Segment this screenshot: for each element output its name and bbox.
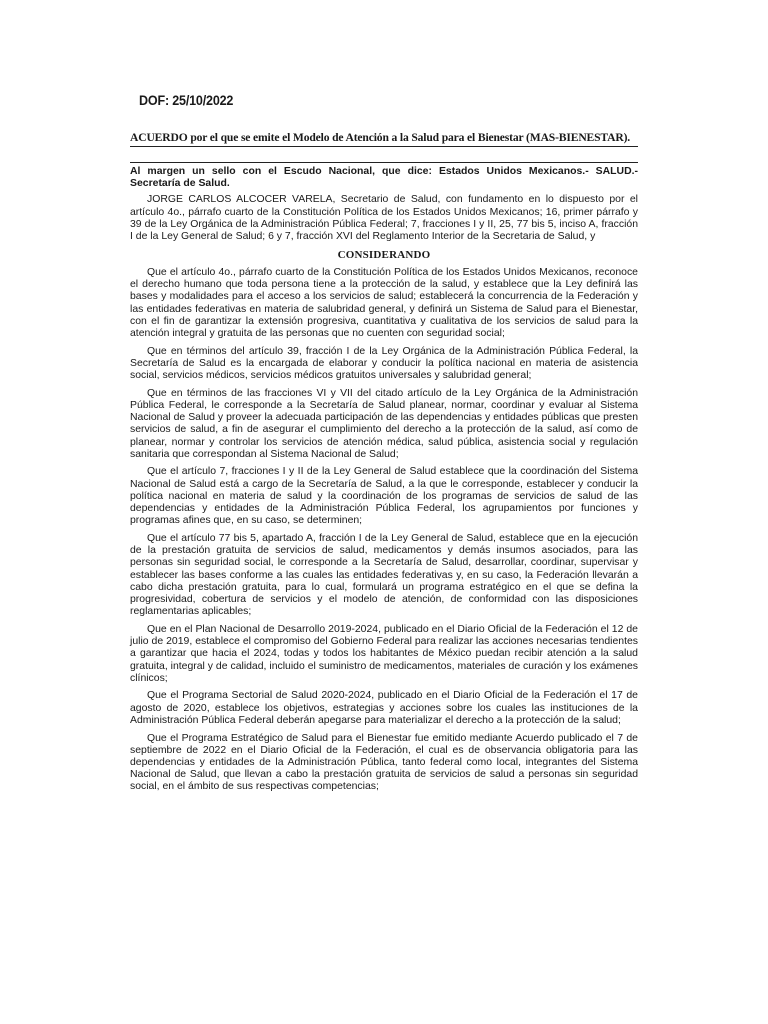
sello-paragraph: Al margen un sello con el Escudo Nacional, que dice: Estados Unidos Mexicanos.- SALUD.- Secretaría de Salud. [130, 166, 638, 190]
considerando-paragraph: Que el artículo 4o., párrafo cuarto de la Constitución Política de los Estados Unidos Mexicanos, reconoce el derecho humano que toda persona tiene a la protección de la salud, y establece que la Ley definirá las bases y modalidades para el acceso a los servicios de salud; establecerá la concurrencia de la Federación y las entidades federativas en materia de salubridad general, y definirá un Sistema de Salud para el Bienestar, con el fin de garantizar la extensión progresiva, cuantitativa y cualitativa de los servicios de salud para la atención integral y gratuita de las personas que no cuenten con seguridad social; [130, 266, 638, 339]
document-title: ACUERDO por el que se emite el Modelo de Atención a la Salud para el Bienestar (MAS-BIENESTAR). [130, 131, 638, 147]
title-divider [130, 162, 638, 163]
dof-date: DOF: 25/10/2022 [139, 93, 234, 108]
intro-paragraph: JORGE CARLOS ALCOCER VARELA, Secretario de Salud, con fundamento en lo dispuesto por el artículo 4o., párrafo cuarto de la Constitución Política de los Estados Unidos Mexicanos; 16, primer párrafo y 39 de la Ley Orgánica de la Administración Pública Federal; 7, fracciones I y II, 25, 77 bis 5, inciso A, fracción I de la Ley General de Salud; 6 y 7, fracción XVI del Reglamento Interior de la Secretaria de Salud, y [130, 194, 638, 243]
considerando-paragraph: Que el Programa Sectorial de Salud 2020-2024, publicado en el Diario Oficial de la Federación el 17 de agosto de 2020, establece los objetivos, estrategias y acciones sobre los cuales las instituciones de la Administración Pública Federal deberán apegarse para materializar el derecho a la protección de la salud; [130, 690, 638, 726]
considerando-paragraph: Que el artículo 77 bis 5, apartado A, fracción I de la Ley General de Salud, establece que en la ejecución de la prestación gratuita de servicios de salud, medicamentos y demás insumos asociados, para las personas sin seguridad social, le corresponde a la Secretaría de Salud, desarrollar, coordinar, supervisar y establecer las bases conforme a las cuales las entidades federativas y, en su caso, la Federación llevarán a cabo dicha prestación gratuita, para lo cual, formulará un programa estratégico en el que se defina la progresividad, cobertura de servicios y el modelo de atención, de conformidad con las disposiciones reglamentarias aplicables; [130, 532, 638, 618]
considerando-heading: CONSIDERANDO [337, 248, 431, 261]
considerando-paragraph: Que en el Plan Nacional de Desarrollo 2019-2024, publicado en el Diario Oficial de la Federación el 12 de julio de 2019, establece el compromiso del Gobierno Federal para realizar las acciones necesarias tendientes a garantizar que hacia el 2024, todas y todos los habitantes de México puedan recibir atención a la salud gratuita, integral y de calidad, incluido el suministro de medicamentos, materiales de curación y los exámenes clínicos; [130, 623, 638, 684]
considerando-paragraph: Que el artículo 7, fracciones I y II de la Ley General de Salud establece que la coordinación del Sistema Nacional de Salud está a cargo de la Secretaría de Salud, a la que le corresponde, establecer y conducir la política nacional en materia de salud y la coordinación de los programas de servicios de salud de las dependencias y entidades de la Administración Pública Federal, los agrupamientos por funciones y programas afines que, en su caso, se determinen; [130, 466, 638, 527]
considerando-paragraph: Que en términos de las fracciones VI y VII del citado artículo de la Ley Orgánica de la Administración Pública Federal, le corresponde a la Secretaría de Salud planear, normar, coordinar y evaluar al Sistema Nacional de Salud y proveer la adecuada participación de las dependencias y entidades públicas que presten servicios de salud, a fin de asegurar el cumplimiento del derecho a la protección de la salud, así como de planear, normar y controlar los servicios de atención médica, salud pública, asistencia social y regulación sanitaria que correspondan al Sistema Nacional de Salud; [130, 387, 638, 460]
considerando-paragraph: Que en términos del artículo 39, fracción I de la Ley Orgánica de la Administración Pública Federal, la Secretaría de Salud es la encargada de elaborar y conducir la política nacional en materia de asistencia social, servicios médicos, servicios médicos gratuitos universales y salubridad general; [130, 345, 638, 382]
document-body [130, 166, 638, 799]
considerando-paragraph: Que el Programa Estratégico de Salud para el Bienestar fue emitido mediante Acuerdo publicado el 7 de septiembre de 2022 en el Diario Oficial de la Federación, el cual es de observancia obligatoria para las dependencias y entidades de la Administración Pública, tanto federal como local, integrantes del Sistema Nacional de Salud, que llevan a cabo la prestación gratuita de servicios de salud a personas sin seguridad social, en el ámbito de sus respectivas competencias; [130, 732, 638, 793]
document-page [130, 0, 638, 1024]
